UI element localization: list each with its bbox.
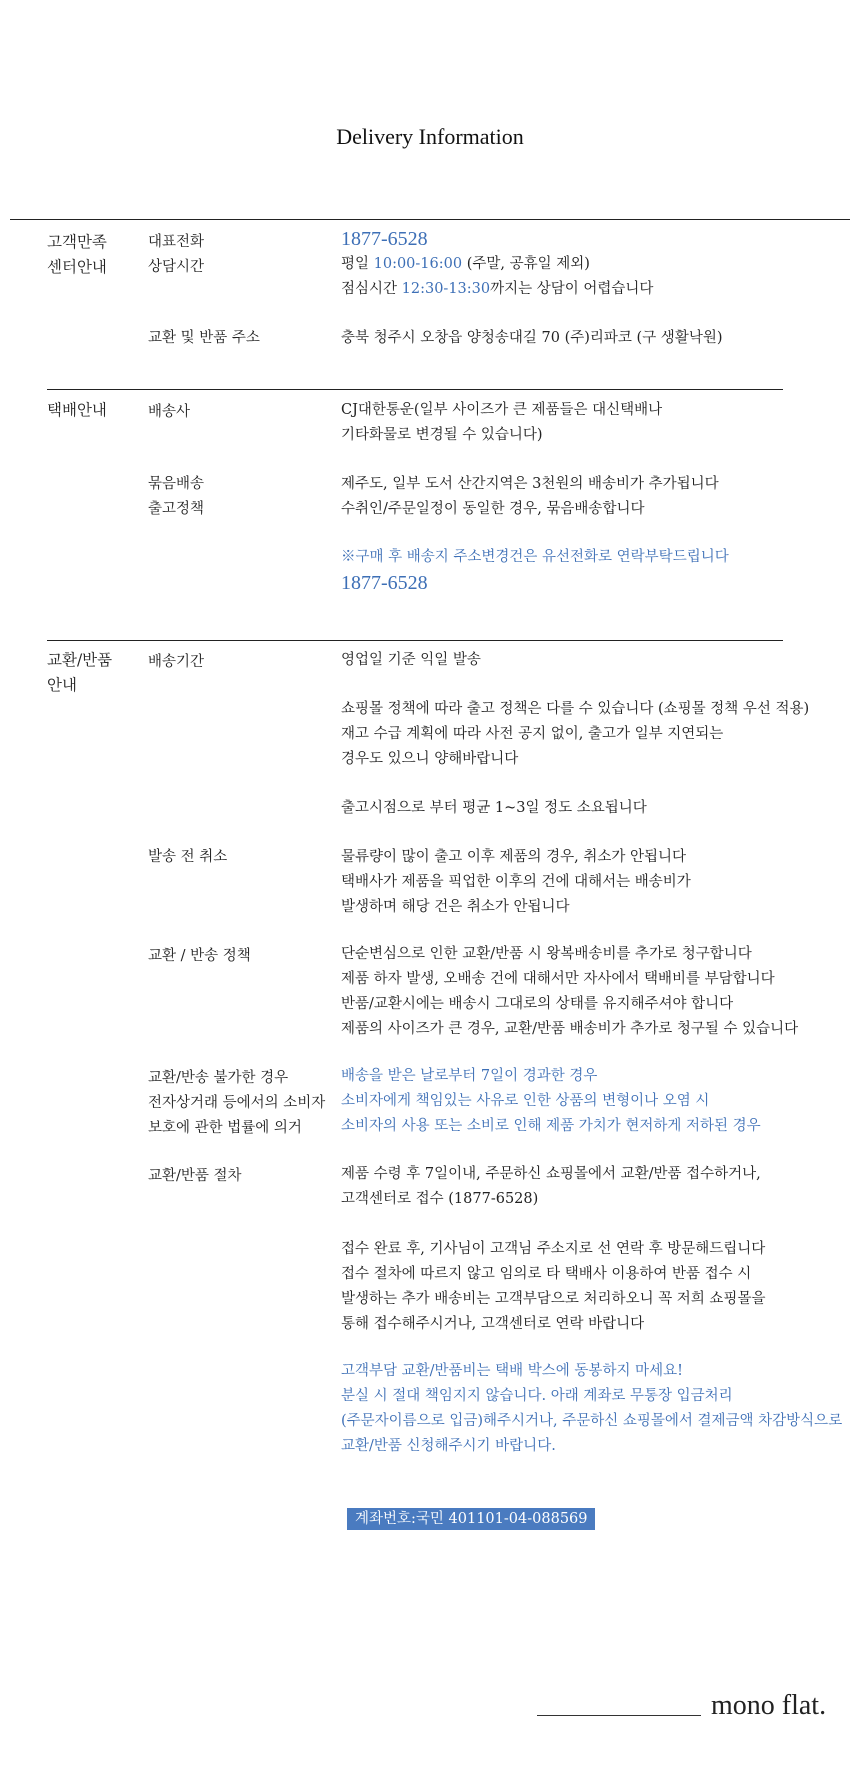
brand-divider [537, 1715, 701, 1716]
text-line: 물류량이 많이 출고 이후 제품의 경우, 취소가 안됩니다 [341, 849, 687, 865]
text-line: 재고 수급 계획에 따라 사전 공지 없이, 출고가 일부 지연되는 [341, 726, 724, 742]
delivery-period-text: 영업일 기준 익일 발송 [341, 652, 481, 668]
section-heading-exchange [47, 648, 112, 698]
text-line: 소비자의 사용 또는 소비로 인해 제품 가치가 현저하게 저하된 경우 [341, 1118, 761, 1134]
text-line: 제품의 사이즈가 큰 경우, 교환/반품 배송비가 추가로 청구될 수 있습니다 [341, 1021, 799, 1037]
procedure-text [341, 1162, 761, 1212]
lunch-time: 12:30-13:30 [401, 281, 491, 297]
text-line: 경우도 있으니 양해바랍니다 [341, 751, 519, 767]
text-line: 수취인/주문일정이 동일한 경우, 묶음배송합니다 [341, 501, 645, 517]
carrier-label: 배송사 [148, 404, 191, 420]
text-line: 통해 접수해주시거나, 고객센터로 연락 바랍니다 [341, 1316, 645, 1332]
brand-logo: mono flat. [711, 1690, 827, 1721]
hours-text: (주말, 공휴일 제외) [462, 256, 590, 272]
bundle-text [341, 472, 719, 522]
hours-text: 점심시간 [341, 281, 402, 297]
text-line: 택배사가 제품을 픽업한 이후의 건에 대해서는 배송비가 [341, 874, 691, 890]
text-line: 분실 시 절대 책임지지 않습니다. 아래 계좌로 무통장 입금처리 [341, 1388, 733, 1404]
hours-text: 평일 [341, 256, 374, 272]
cancel-text [341, 845, 691, 920]
address-change-notice: ※구매 후 배송지 주소변경건은 유선전화로 연락부탁드립니다 [341, 549, 729, 565]
bundle-label [148, 472, 204, 522]
text-line: 반품/교환시에는 배송시 그대로의 상태를 유지해주셔야 합니다 [341, 996, 734, 1012]
label-line: 묶음배송 [148, 476, 205, 492]
label-line: 교환/반송 불가한 경우 [148, 1070, 289, 1086]
label-line: 전자상거래 등에서의 소비자 [148, 1095, 326, 1111]
text-line: 배송을 받은 날로부터 7일이 경과한 경우 [341, 1068, 598, 1084]
shipping-policy-text [341, 697, 809, 772]
text-line: 접수 완료 후, 기사님이 고객님 주소지로 선 연락 후 방문해드립니다 [341, 1241, 766, 1257]
text-line: (주문자이름으로 입금)해주시거나, 주문하신 쇼핑몰에서 결제금액 차감방식으로 [341, 1413, 843, 1429]
heading-line: 고객만족 [47, 233, 107, 251]
divider [10, 219, 850, 220]
heading-line: 안내 [47, 676, 77, 694]
bank-account-badge: 계좌번호:국민 401101-04-088569 [347, 1508, 595, 1530]
hours-weekday [341, 252, 590, 277]
lead-time-text: 출고시점으로 부터 평균 1~3일 정도 소요됩니다 [341, 800, 647, 816]
text-line: 교환/반품 신청해주시기 바랍니다. [341, 1438, 556, 1454]
non-returnable-text [341, 1064, 761, 1139]
procedure-label: 교환/반품 절차 [148, 1168, 242, 1184]
text-line: 단순변심으로 인한 교환/반품 시 왕복배송비를 추가로 청구합니다 [341, 946, 752, 962]
text-line: 제주도, 일부 도서 산간지역은 3천원의 배송비가 추가됩니다 [341, 476, 719, 492]
text-line: 접수 절차에 따르지 않고 임의로 타 택배사 이용하여 반품 접수 시 [341, 1266, 752, 1282]
procedure-detail-text [341, 1237, 765, 1337]
hours-label: 상담시간 [148, 259, 205, 275]
text-line: CJ대한통운(일부 사이즈가 큰 제품들은 대신택배나 [341, 402, 663, 418]
delivery-period-label: 배송기간 [148, 654, 205, 670]
rep-phone-label: 대표전화 [148, 234, 205, 250]
text-line: 기타화물로 변경될 수 있습니다) [341, 427, 543, 443]
procedure-notice [341, 1359, 842, 1459]
section-heading-customer-center [47, 230, 107, 280]
hours-text: 까지는 상담이 어렵습니다 [490, 281, 654, 297]
text-line: 제품 하자 발생, 오배송 건에 대해서만 자사에서 택배비를 부담합니다 [341, 971, 775, 987]
heading-line: 교환/반품 [47, 651, 113, 669]
divider [47, 389, 783, 390]
page-title: Delivery Information [336, 124, 524, 149]
heading-line: 센터안내 [47, 258, 107, 276]
hours-time: 10:00-16:00 [373, 256, 463, 272]
text-line: 제품 수령 후 7일이내, 주문하신 쇼핑몰에서 교환/반품 접수하거나, [341, 1166, 761, 1182]
phone-number[interactable]: 1877-6528 [341, 228, 428, 250]
return-address: 충북 청주시 오창읍 양청송대길 70 (주)리파코 (구 생활낙원) [341, 330, 723, 346]
label-line: 출고정책 [148, 501, 205, 517]
text-line: 발생하며 해당 건은 취소가 안됩니다 [341, 899, 570, 915]
notice-phone-number[interactable]: 1877-6528 [341, 572, 428, 594]
section-heading-shipping: 택배안내 [47, 401, 107, 419]
carrier-text [341, 398, 662, 448]
non-returnable-label [148, 1066, 325, 1141]
hours-lunch [341, 277, 653, 302]
cancel-label: 발송 전 취소 [148, 849, 228, 865]
text-line: 고객센터로 접수 (1877-6528) [341, 1191, 539, 1207]
divider [47, 640, 783, 641]
return-policy-text [341, 942, 798, 1042]
text-line: 소비자에게 책임있는 사유로 인한 상품의 변형이나 오염 시 [341, 1093, 710, 1109]
return-address-label: 교환 및 반품 주소 [148, 330, 260, 346]
text-line: 쇼핑몰 정책에 따라 출고 정책은 다를 수 있습니다 (쇼핑몰 정책 우선 적용) [341, 701, 810, 717]
return-policy-label: 교환 / 반송 정책 [148, 948, 251, 964]
label-line: 보호에 관한 법률에 의거 [148, 1120, 302, 1136]
text-line: 발생하는 추가 배송비는 고객부담으로 처리하오니 꼭 저희 쇼핑몰을 [341, 1291, 766, 1307]
text-line: 고객부담 교환/반품비는 택배 박스에 동봉하지 마세요! [341, 1363, 683, 1379]
